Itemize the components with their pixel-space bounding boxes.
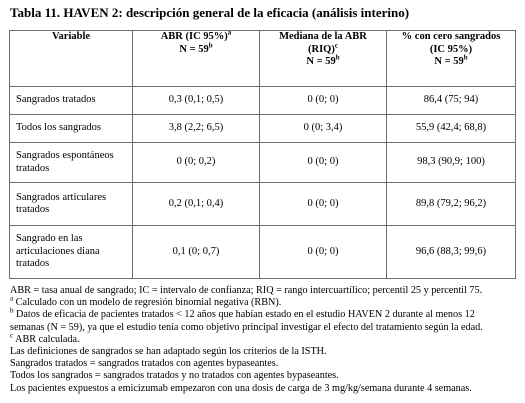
table-row [10,183,516,226]
cell-abr: 0,3 (0,1; 0,5) [133,87,260,115]
cell-variable: Sangrado en las articulaciones diana tratados [10,226,133,279]
cell-median: 0 (0; 0) [260,143,387,183]
header-variable: Variable [10,31,133,87]
footnote-treated-bleeds: Sangrados tratados = sangrados tratados con agentes bypaseantes. [10,358,279,370]
cell-pct: 98,3 (90,9; 100) [387,143,516,183]
header-pct-zero: % con cero sangrados (IC 95%) $N = 59^b$ [387,31,516,87]
footnote-c: $^c$ ABR calculada. [10,331,80,345]
footnote-isth: Las definiciones de sangrados se han adaptado según los criterios de la ISTH. [10,346,327,358]
table-header-row [10,31,516,87]
cell-median: 0 (0; 0) [260,87,387,115]
cell-pct: 89,8 (79,2; 96,2) [387,183,516,226]
footnote-a: $^a$ Calculado con un modelo de regresión binomial negativa (RBN). [10,294,282,309]
table-row [10,143,516,183]
efficacy-table [9,30,516,279]
header-abr: ABR (IC 95%)$^a$ $N = 59^b$ [133,31,260,87]
header-median: Mediana de la ABR (RIQ)$^c$ $N = 59^b$ [260,31,387,87]
cell-variable: Sangrados espontáneos tratados [10,143,133,183]
table-row [10,226,516,279]
cell-variable: Sangrados articulares tratados [10,183,133,226]
footnote-all-bleeds: Todos los sangrados = sangrados tratados y no tratados con agentes bypaseantes. [10,370,339,382]
cell-abr: 3,8 (2,2; 6,5) [133,115,260,143]
footnote-b-continued: semanas (N = 59), ya que el estudio tenía como objetivo principal investigar el efecto del tratamiento según la edad. [10,321,483,333]
footnote-dosing: Los pacientes expuestos a emicizumab empezaron con una dosis de carga de 3 mg/kg/semana durante 4 semanas. [10,382,472,394]
table-title: Tabla 11. HAVEN 2: descripción general de la eficacia (análisis interino) [10,5,410,20]
cell-abr: 0,1 (0; 0,7) [133,226,260,279]
cell-median: 0 (0; 0) [260,226,387,279]
cell-pct: 86,4 (75; 94) [387,87,516,115]
footnote-b: $^b$ Datos de eficacia de pacientes tratados < 12 años que habían estado en el estudio HAVEN 2 durante al menos 12 [10,307,475,321]
cell-abr: 0,2 (0,1; 0,4) [133,183,260,226]
table-row [10,87,516,115]
footnote-abbreviations: ABR = tasa anual de sangrado; IC = intervalo de confianza; RIQ = rango intercuartílico; percentil 25 y percentil 75. [10,285,483,296]
cell-pct: 96,6 (88,3; 99,6) [387,226,516,279]
cell-variable: Sangrados tratados [10,87,133,115]
cell-abr: 0 (0; 0,2) [133,143,260,183]
cell-median: 0 (0; 3,4) [260,115,387,143]
cell-median: 0 (0; 0) [260,183,387,226]
cell-pct: 55,9 (42,4; 68,8) [387,115,516,143]
footnotes [10,285,515,395]
cell-variable: Todos los sangrados [10,115,133,143]
table-row [10,115,516,143]
